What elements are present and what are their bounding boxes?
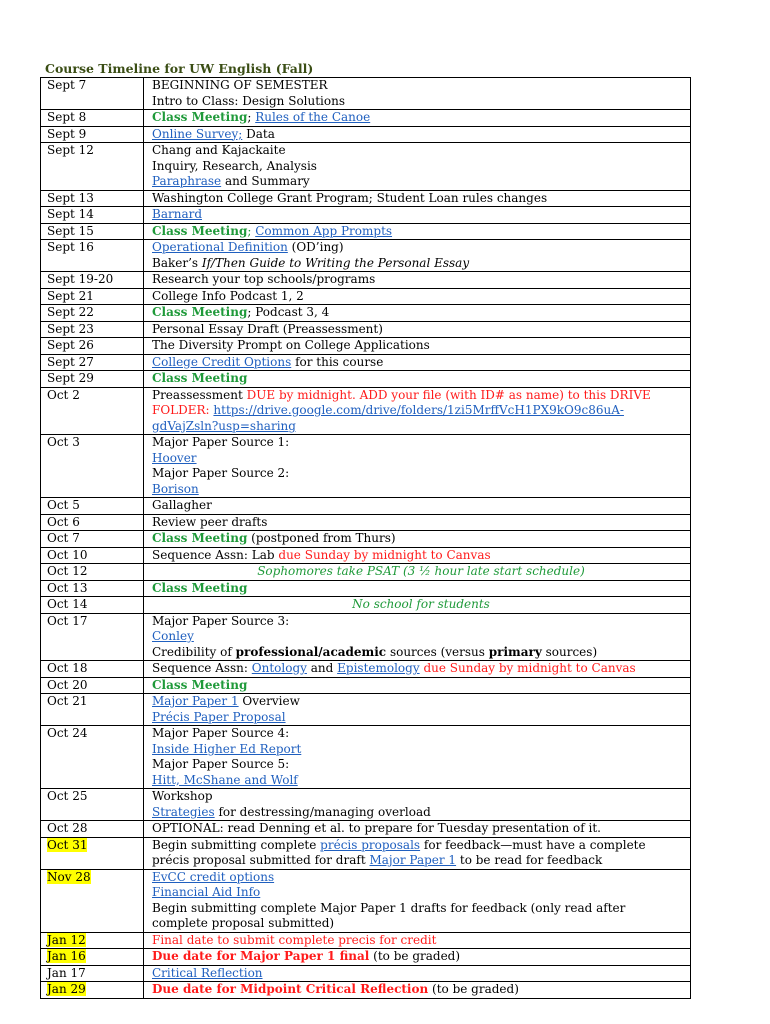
date-cell <box>41 694 144 726</box>
activity-cell <box>144 726 691 789</box>
timeline-row <box>41 932 691 949</box>
timeline-row <box>41 949 691 966</box>
activity-line <box>152 710 690 726</box>
activity-cell <box>144 677 691 694</box>
meeting-text: ; <box>247 223 256 238</box>
activity-text: Research your top schools/programs <box>152 272 376 286</box>
activity-text: Intro to Class: Design Solutions <box>152 93 346 108</box>
timeline-row <box>41 982 691 999</box>
resource-link[interactable]: Ontology <box>251 661 307 675</box>
activity-line <box>152 933 690 949</box>
date-label: Jan 17 <box>47 965 86 980</box>
activity-cell <box>144 694 691 726</box>
activity-cell <box>144 240 691 272</box>
course-timeline-table <box>40 77 691 999</box>
activity-text: Sequence Assn: <box>152 661 252 675</box>
activity-cell <box>144 190 691 207</box>
date-cell <box>41 514 144 531</box>
date-cell <box>41 531 144 548</box>
activity-cell <box>144 932 691 949</box>
activity-text: Inquiry, Research, Analysis <box>152 158 317 173</box>
activity-text: Major Paper Source 4: <box>152 726 290 740</box>
resource-link[interactable]: Paraphrase <box>152 174 222 188</box>
meeting-text: Class Meeting <box>152 371 248 385</box>
timeline-row <box>41 371 691 388</box>
activity-cell <box>144 207 691 224</box>
date-cell <box>41 498 144 515</box>
timeline-row <box>41 110 691 127</box>
date-label: Sept 13 <box>47 190 94 205</box>
activity-text: Begin submitting complete <box>152 837 321 852</box>
activity-cell <box>144 126 691 143</box>
resource-link[interactable]: College Credit Options <box>152 354 292 369</box>
date-cell <box>41 305 144 322</box>
deadline-text: Final date to submit complete precis for credit <box>152 932 437 947</box>
date-label: Sept 15 <box>47 223 94 238</box>
date-cell <box>41 677 144 694</box>
date-label: Sept 22 <box>47 305 94 319</box>
resource-link[interactable]: Operational Definition <box>152 240 288 254</box>
activity-line <box>152 207 690 223</box>
activity-text: (to be graded) <box>428 982 519 996</box>
activity-line <box>152 498 690 514</box>
activity-cell <box>144 387 691 435</box>
timeline-row <box>41 580 691 597</box>
date-label: Sept 8 <box>47 110 87 124</box>
activity-line <box>152 240 690 256</box>
date-cell <box>41 354 144 371</box>
meeting-text: Class Meeting <box>152 677 248 692</box>
resource-link[interactable]: Epistemology <box>337 661 420 675</box>
activity-text: for destressing/managing overload <box>214 804 431 819</box>
date-cell <box>41 837 144 869</box>
activity-line <box>152 338 690 354</box>
deadline-text: Due date for Major Paper 1 final <box>152 949 370 963</box>
activity-text: complete proposal submitted) <box>152 916 335 930</box>
activity-line <box>152 949 690 965</box>
activity-cell <box>144 435 691 498</box>
activity-cell <box>144 837 691 869</box>
resource-link[interactable]: Online Survey; <box>152 126 243 141</box>
date-label: Sept 19-20 <box>47 272 114 286</box>
resource-link[interactable]: précis proposals <box>320 837 421 852</box>
date-label: Sept 16 <box>47 240 94 254</box>
activity-line <box>152 645 690 661</box>
activity-text: Begin submitting complete Major Paper 1 drafts for feedback (only read after <box>152 900 626 915</box>
timeline-row <box>41 354 691 371</box>
activity-line <box>152 94 690 110</box>
date-cell <box>41 387 144 435</box>
resource-link[interactable]: Inside Higher Ed Report <box>152 741 302 756</box>
date-cell <box>41 726 144 789</box>
activity-line <box>152 224 690 240</box>
date-cell <box>41 821 144 838</box>
date-label: Oct 21 <box>47 694 88 708</box>
resource-link[interactable]: Conley <box>152 629 194 643</box>
timeline-row <box>41 435 691 498</box>
timeline-row <box>41 338 691 355</box>
activity-cell <box>144 613 691 661</box>
activity-cell <box>144 143 691 191</box>
date-label: Oct 14 <box>47 597 88 611</box>
activity-cell <box>144 305 691 322</box>
date-cell <box>41 789 144 821</box>
activity-text: (postponed from Thurs) <box>247 531 396 545</box>
activity-text: Sequence Assn: Lab <box>152 547 279 562</box>
timeline-row <box>41 821 691 838</box>
meeting-text: Class Meeting <box>152 110 248 124</box>
activity-cell <box>144 869 691 932</box>
timeline-row <box>41 837 691 869</box>
activity-text: OPTIONAL: read Denning et al. to prepare for Tuesday presentation of it. <box>152 821 601 835</box>
date-cell <box>41 435 144 498</box>
date-label: Oct 10 <box>47 547 88 562</box>
resource-link[interactable]: Major Paper 1 <box>369 853 457 867</box>
timeline-row <box>41 387 691 435</box>
activity-cell <box>144 661 691 678</box>
activity-line <box>152 110 690 126</box>
meeting-text: Class Meeting <box>152 223 248 238</box>
activity-text: sources (versus <box>386 644 489 659</box>
resource-link[interactable]: Financial Aid Info <box>152 885 261 899</box>
date-label: Oct 25 <box>47 789 88 803</box>
activity-line <box>152 597 690 613</box>
activity-text: Chang and Kajackaite <box>152 143 286 157</box>
activity-line <box>152 305 690 321</box>
activity-text: Washington College Grant Program; Student Loan rules changes <box>152 190 548 205</box>
activity-text: Credibility of <box>152 644 236 659</box>
activity-cell <box>144 564 691 581</box>
date-label: Jan 12 <box>47 932 86 947</box>
date-label: Oct 12 <box>47 564 88 578</box>
activity-cell <box>144 965 691 982</box>
date-cell <box>41 949 144 966</box>
deadline-text: DUE by midnight. ADD your file (with ID# as name) to this DRIVE <box>246 387 651 402</box>
date-cell <box>41 272 144 289</box>
activity-line <box>152 371 690 387</box>
resource-link[interactable]: Hitt, McShane and Wolf <box>152 772 298 787</box>
meeting-text: Class Meeting <box>152 305 248 319</box>
activity-text: Workshop <box>152 789 213 803</box>
activity-line <box>152 821 690 837</box>
date-cell <box>41 965 144 982</box>
activity-line <box>152 726 690 742</box>
timeline-row <box>41 498 691 515</box>
activity-line <box>152 901 690 917</box>
activity-text: précis proposal submitted for draft <box>152 853 370 867</box>
activity-line <box>152 742 690 758</box>
timeline-row <box>41 869 691 932</box>
resource-link[interactable]: Précis Paper Proposal <box>152 709 286 724</box>
activity-line <box>152 581 690 597</box>
activity-line <box>152 661 690 677</box>
timeline-row <box>41 531 691 548</box>
date-label: Sept 14 <box>47 207 94 221</box>
activity-line <box>152 773 690 789</box>
activity-line <box>152 531 690 547</box>
date-cell <box>41 190 144 207</box>
deadline-text: due Sunday by midnight to Canvas <box>278 547 491 562</box>
timeline-row <box>41 694 691 726</box>
meeting-text: Class Meeting <box>152 531 248 545</box>
activity-line <box>152 403 690 419</box>
activity-line <box>152 757 690 773</box>
activity-text: The Diversity Prompt on College Applications <box>152 338 430 352</box>
activity-line <box>152 482 690 498</box>
activity-line <box>152 515 690 531</box>
date-label: Oct 13 <box>47 580 88 595</box>
timeline-row <box>41 288 691 305</box>
activity-cell <box>144 580 691 597</box>
date-label: Oct 3 <box>47 435 80 449</box>
activity-line <box>152 805 690 821</box>
timeline-row <box>41 143 691 191</box>
date-cell <box>41 613 144 661</box>
date-label: Oct 7 <box>47 531 80 545</box>
date-label: Jan 16 <box>47 949 86 963</box>
date-cell <box>41 580 144 597</box>
deadline-text: due Sunday by midnight to Canvas <box>419 661 636 675</box>
activity-text: Overview <box>238 694 300 708</box>
timeline-row <box>41 272 691 289</box>
activity-cell <box>144 498 691 515</box>
activity-line <box>152 564 690 580</box>
activity-text: primary <box>488 644 542 659</box>
date-cell <box>41 869 144 932</box>
resource-link[interactable]: Borison <box>152 481 199 496</box>
activity-text: Major Paper Source 3: <box>152 613 290 628</box>
date-label: Sept 7 <box>47 78 87 92</box>
activity-line <box>152 143 690 159</box>
date-label: Sept 21 <box>47 288 94 303</box>
activity-cell <box>144 982 691 999</box>
timeline-row <box>41 726 691 789</box>
date-label: Sept 26 <box>47 338 94 352</box>
activity-text: College Info Podcast 1, 2 <box>152 288 304 303</box>
activity-line <box>152 388 690 404</box>
activity-cell <box>144 288 691 305</box>
activity-line <box>152 127 690 143</box>
activity-cell <box>144 110 691 127</box>
date-label: Nov 28 <box>47 869 91 884</box>
activity-cell <box>144 821 691 838</box>
activity-line <box>152 966 690 982</box>
activity-cell <box>144 321 691 338</box>
date-cell <box>41 143 144 191</box>
resource-link[interactable]: Barnard <box>152 207 203 221</box>
activity-line <box>152 78 690 94</box>
timeline-row <box>41 321 691 338</box>
date-cell <box>41 288 144 305</box>
resource-link[interactable]: https://drive.google.com/drive/folders/1zi5MrffVcH1PX9kO9c86uA- <box>213 403 624 417</box>
date-label: Oct 5 <box>47 498 80 512</box>
timeline-row <box>41 78 691 110</box>
timeline-body <box>41 78 691 999</box>
activity-line <box>152 159 690 175</box>
deadline-text: Due date for Midpoint Critical Reflection <box>152 982 429 996</box>
activity-line <box>152 322 690 338</box>
activity-text: (to be graded) <box>369 949 461 963</box>
activity-cell <box>144 547 691 564</box>
timeline-row <box>41 305 691 322</box>
date-cell <box>41 564 144 581</box>
resource-link[interactable]: Rules of the Canoe <box>255 110 371 124</box>
activity-cell <box>144 78 691 110</box>
date-cell <box>41 126 144 143</box>
activity-cell <box>144 371 691 388</box>
date-cell <box>41 371 144 388</box>
activity-cell <box>144 223 691 240</box>
activity-text: If/Then Guide to Writing the Personal Essay <box>201 255 470 270</box>
timeline-row <box>41 677 691 694</box>
activity-text: Gallagher <box>152 498 212 512</box>
timeline-row <box>41 547 691 564</box>
date-label: Oct 18 <box>47 661 88 675</box>
activity-text: Review peer drafts <box>152 514 268 529</box>
activity-text: for this course <box>291 354 384 369</box>
date-cell <box>41 661 144 678</box>
activity-text: Personal Essay Draft (Preassessment) <box>152 321 383 336</box>
activity-line <box>152 678 690 694</box>
activity-text: Data <box>242 126 275 141</box>
date-label: Oct 2 <box>47 387 80 402</box>
date-cell <box>41 207 144 224</box>
activity-line <box>152 466 690 482</box>
activity-line <box>152 435 690 451</box>
activity-line <box>152 355 690 371</box>
activity-line <box>152 419 690 435</box>
activity-line <box>152 548 690 564</box>
activity-text: Baker’s <box>152 255 202 270</box>
date-label: Sept 27 <box>47 354 94 369</box>
meeting-text: Class Meeting <box>152 580 248 595</box>
date-cell <box>41 223 144 240</box>
timeline-row <box>41 661 691 678</box>
activity-text: Major Paper Source 1: <box>152 435 290 449</box>
date-label: Sept 12 <box>47 143 94 157</box>
timeline-row <box>41 564 691 581</box>
date-cell <box>41 547 144 564</box>
date-label: Jan 29 <box>47 982 86 996</box>
date-cell <box>41 321 144 338</box>
timeline-row <box>41 613 691 661</box>
activity-line <box>152 853 690 869</box>
date-label: Oct 17 <box>47 613 88 628</box>
activity-cell <box>144 597 691 614</box>
date-label: Oct 28 <box>47 821 88 835</box>
resource-link[interactable]: Strategies <box>152 804 215 819</box>
date-label: Oct 31 <box>47 837 88 852</box>
timeline-row <box>41 965 691 982</box>
activity-cell <box>144 949 691 966</box>
activity-line <box>152 174 690 190</box>
activity-cell <box>144 338 691 355</box>
meeting-text: Sophomores take PSAT (3 ½ hour late start schedule) <box>257 564 585 578</box>
document-title: Course Timeline for UW English (Fall) <box>45 61 314 76</box>
activity-line <box>152 870 690 886</box>
activity-line <box>152 916 690 932</box>
timeline-row <box>41 514 691 531</box>
activity-line <box>152 694 690 710</box>
activity-text: to be read for feedback <box>456 853 603 867</box>
resource-link[interactable]: Critical Reflection <box>152 965 263 980</box>
date-label: Sept 23 <box>47 321 94 336</box>
activity-line <box>152 838 690 854</box>
activity-line <box>152 272 690 288</box>
activity-text: sources) <box>541 644 598 659</box>
timeline-row <box>41 190 691 207</box>
deadline-text: FOLDER: <box>152 403 214 417</box>
date-cell <box>41 78 144 110</box>
date-cell <box>41 110 144 127</box>
date-label: Sept 29 <box>47 371 94 385</box>
date-cell <box>41 597 144 614</box>
activity-line <box>152 191 690 207</box>
date-label: Oct 24 <box>47 726 88 740</box>
activity-line <box>152 982 690 998</box>
timeline-row <box>41 789 691 821</box>
activity-text: (OD’ing) <box>287 240 344 254</box>
activity-cell <box>144 272 691 289</box>
activity-line <box>152 614 690 630</box>
resource-link[interactable]: Common App Prompts <box>255 223 393 238</box>
activity-text: and <box>306 661 338 675</box>
activity-line <box>152 629 690 645</box>
activity-text: Major Paper Source 2: <box>152 466 290 480</box>
activity-line <box>152 256 690 272</box>
activity-text: professional/academic <box>235 644 387 659</box>
timeline-row <box>41 597 691 614</box>
date-label: Oct 20 <box>47 677 88 692</box>
date-cell <box>41 932 144 949</box>
activity-line <box>152 885 690 901</box>
timeline-row <box>41 126 691 143</box>
date-cell <box>41 240 144 272</box>
activity-line <box>152 289 690 305</box>
activity-cell <box>144 789 691 821</box>
activity-text: and Summary <box>221 174 310 188</box>
activity-text: Preassessment <box>152 387 247 402</box>
date-label: Oct 6 <box>47 514 80 529</box>
activity-text: BEGINNING OF SEMESTER <box>152 78 328 92</box>
date-cell <box>41 338 144 355</box>
timeline-row <box>41 207 691 224</box>
activity-text: ; Podcast 3, 4 <box>247 305 330 319</box>
resource-link[interactable]: Major Paper 1 <box>152 694 239 708</box>
resource-link[interactable]: gdVajZsln?usp=sharing <box>152 418 296 433</box>
activity-cell <box>144 354 691 371</box>
activity-text: Major Paper Source 5: <box>152 757 290 771</box>
activity-line <box>152 451 690 467</box>
date-label: Sept 9 <box>47 126 87 141</box>
resource-link[interactable]: Hoover <box>152 450 197 465</box>
activity-text: ; <box>247 110 256 124</box>
timeline-row <box>41 240 691 272</box>
date-cell <box>41 982 144 999</box>
activity-line <box>152 789 690 805</box>
meeting-text: No school for students <box>352 597 490 611</box>
activity-cell <box>144 531 691 548</box>
resource-link[interactable]: EvCC credit options <box>152 869 275 884</box>
timeline-row <box>41 223 691 240</box>
activity-text: for feedback—must have a complete <box>420 837 646 852</box>
activity-cell <box>144 514 691 531</box>
